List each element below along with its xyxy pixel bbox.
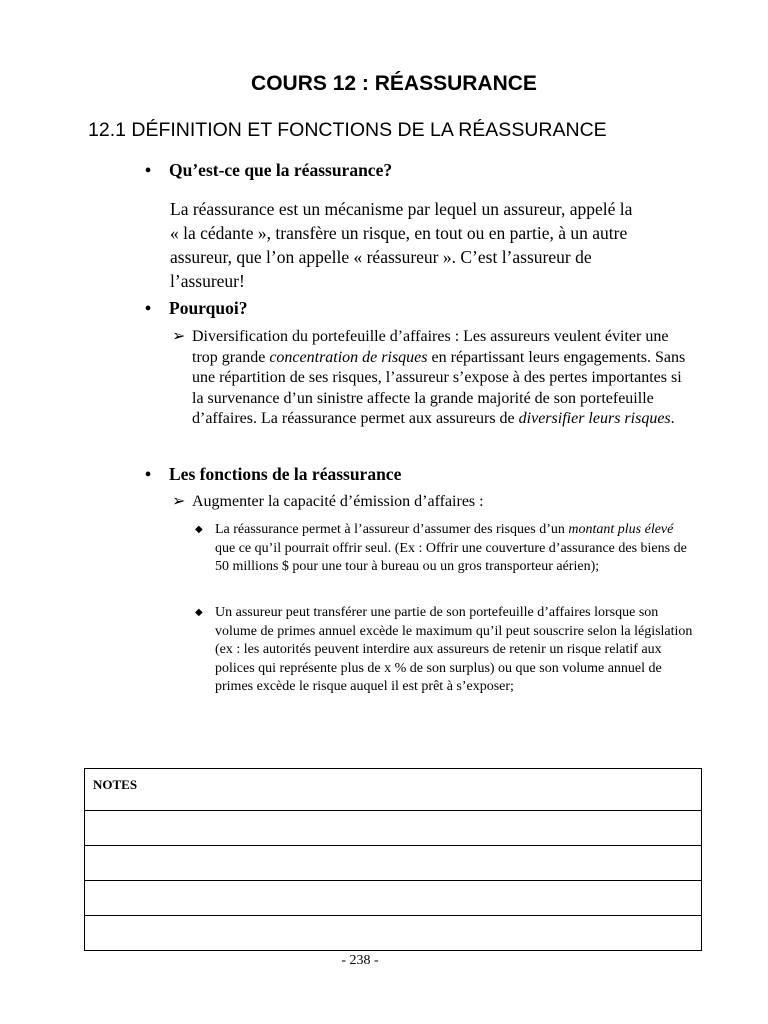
notes-cell[interactable] — [85, 811, 702, 846]
emphasis-text: montant plus élevé — [568, 522, 674, 537]
text-run: que ce qu’il pourrait offrir seul. (Ex : Offrir une couverture d’assurance des biens de 50 millions $ pour une tour à bureau ou un gros transporteur aérien); — [215, 540, 687, 574]
notes-cell[interactable] — [85, 881, 702, 916]
text-run: . — [670, 410, 675, 427]
notes-cell[interactable] — [85, 846, 702, 881]
diamond-bullet-icon: ◆ — [195, 607, 203, 618]
bullet-pourquoi — [145, 298, 247, 319]
notes-row — [85, 881, 702, 916]
sub-item-text: Un assureur peut transférer une partie de son portefeuille d’affaires lorsque son volume de primes annuel excède le maximum qu’il peut souscrire selon la législation (ex : les autorités peuvent interdire aux assureurs de retenir un risque relatif aux polices qui représente plus de x % de son surplus) ou que son volume annuel de primes excède le risque auquel il est prêt à s’exposer; — [215, 605, 693, 694]
sub-item-text — [215, 521, 695, 577]
fonctions-list-item — [172, 492, 692, 513]
emphasis-text: diversifier leurs risques — [518, 410, 671, 427]
notes-header: NOTES — [85, 769, 702, 811]
definition-paragraph — [170, 197, 700, 293]
section-heading: 12.1 DÉFINITION ET FONCTIONS DE LA RÉASSURANCE — [88, 119, 607, 141]
bullet-label: Pourquoi? — [169, 298, 248, 318]
emphasis-text: concentration de risques — [269, 348, 428, 366]
paragraph-line: « la cédante », transfère un risque, en tout ou en partie, à un autre — [170, 223, 628, 243]
notes-header-row — [85, 769, 702, 811]
arrow-bullet-icon: ➢ — [172, 328, 186, 345]
bullet-question — [145, 160, 392, 181]
text-run: La réassurance permet à l’assureur d’assumer des risques d’un — [215, 522, 569, 537]
bullet-dot-icon: • — [145, 464, 152, 484]
sub-list-item — [195, 521, 695, 577]
notes-cell[interactable] — [85, 916, 702, 951]
notes-row — [85, 811, 702, 846]
bullet-fonctions — [145, 464, 401, 485]
paragraph-line: l’assureur! — [170, 271, 245, 291]
diamond-bullet-icon: ◆ — [195, 524, 203, 535]
pourquoi-list-item — [172, 327, 692, 430]
list-item-text: Augmenter la capacité d’émission d’affaires : — [192, 493, 484, 510]
notes-row — [85, 846, 702, 881]
sub-list-item — [195, 604, 695, 697]
bullet-dot-icon: • — [145, 298, 152, 318]
paragraph-line: assureur, que l’on appelle « réassureur ». C’est l’assureur de — [170, 247, 592, 267]
paragraph-line: La réassurance est un mécanisme par lequel un assureur, appelé la — [170, 199, 633, 219]
notes-table — [84, 768, 702, 951]
page-title: COURS 12 : RÉASSURANCE — [251, 72, 537, 95]
bullet-label: Qu’est-ce que la réassurance? — [169, 160, 393, 180]
list-item-text — [192, 327, 692, 430]
page-number: - 238 - — [341, 953, 379, 968]
bullet-label: Les fonctions de la réassurance — [169, 464, 402, 484]
text-run: Diversification du portefeuille d’affaires : Les assureurs veulent éviter une trop grande — [192, 328, 669, 366]
arrow-bullet-icon: ➢ — [172, 493, 186, 510]
notes-row — [85, 916, 702, 951]
text-run: en répartissant leurs engagements. Sans une répartition de ses risques, l’assureur s’expose à des pertes importantes si la survenance d’un sinistre affecte la grande majorité de son portefeuille d’affaires. La réassurance permet aux assureurs de — [192, 348, 686, 427]
bullet-dot-icon: • — [145, 160, 152, 180]
